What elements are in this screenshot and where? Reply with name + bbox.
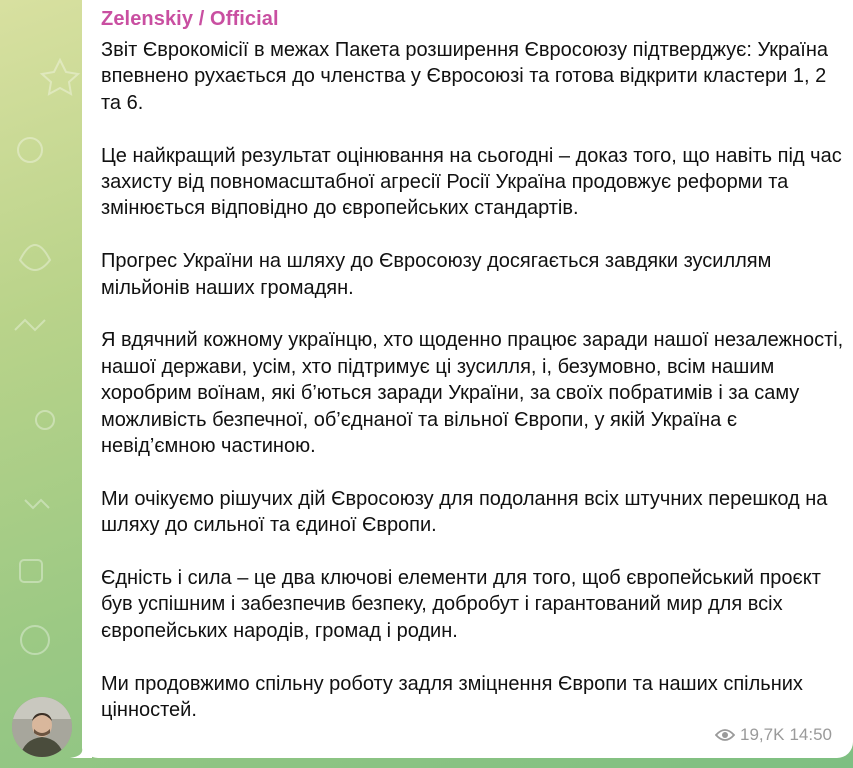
message-bubble: [82, 0, 853, 758]
message-paragraph: Це найкращий результат оцінювання на сьогодні – доказ того, що навіть під час захисту від повномасштабної агресії Росії Україна продовжує реформи та змінюється відповідно до європейських стандартів.: [101, 144, 842, 220]
message-paragraph: Ми продовжимо спільну роботу задля зміцнення Європи та наших спільних цінностей.: [101, 672, 803, 722]
message-paragraph: Єдність і сила – це два ключові елементи для того, щоб європейський проєкт був успішним і забезпечив безпеку, добробут і гарантований мир для всіх європейських народів, громад і родин.: [101, 567, 821, 642]
message-paragraph: Я вдячний кожному українцю, хто щоденно працює заради нашої незалежності, нашої держави, усім, хто підтримує ці зусилля, і, безумовно, всім нашим хоробрим воїнам, які б’ються заради України, за своїх побратимів і за саму можливість безпечної, об’єднаної та вільної Європи, у якій Україна є невід’ємною частиною.: [101, 329, 844, 458]
person-avatar-icon: [12, 697, 72, 757]
message-paragraph: Звіт Єврокомісії в межах Пакета розширення Євросоюзу підтверджує: Україна впевнено рухається до членства у Євросоюзі та готова відкрити кластери 1, 2 та 6.: [101, 39, 829, 114]
message-time: 14:50: [789, 725, 832, 744]
view-count: 19,7K: [740, 725, 785, 744]
channel-avatar[interactable]: [12, 697, 72, 757]
eye-icon: [715, 728, 735, 742]
message-meta: [715, 725, 832, 745]
sender-name[interactable]: Zelenskiy / Official: [101, 8, 279, 30]
message-text: [101, 37, 846, 723]
message-paragraph: Ми очікуємо рішучих дій Євросоюзу для подолання всіх штучних перешкод на шляху до сильної та єдиної Європи.: [101, 487, 828, 537]
message-paragraph: Прогрес України на шляху до Євросоюзу досягається завдяки зусиллям мільйонів наших громадян.: [101, 250, 772, 299]
